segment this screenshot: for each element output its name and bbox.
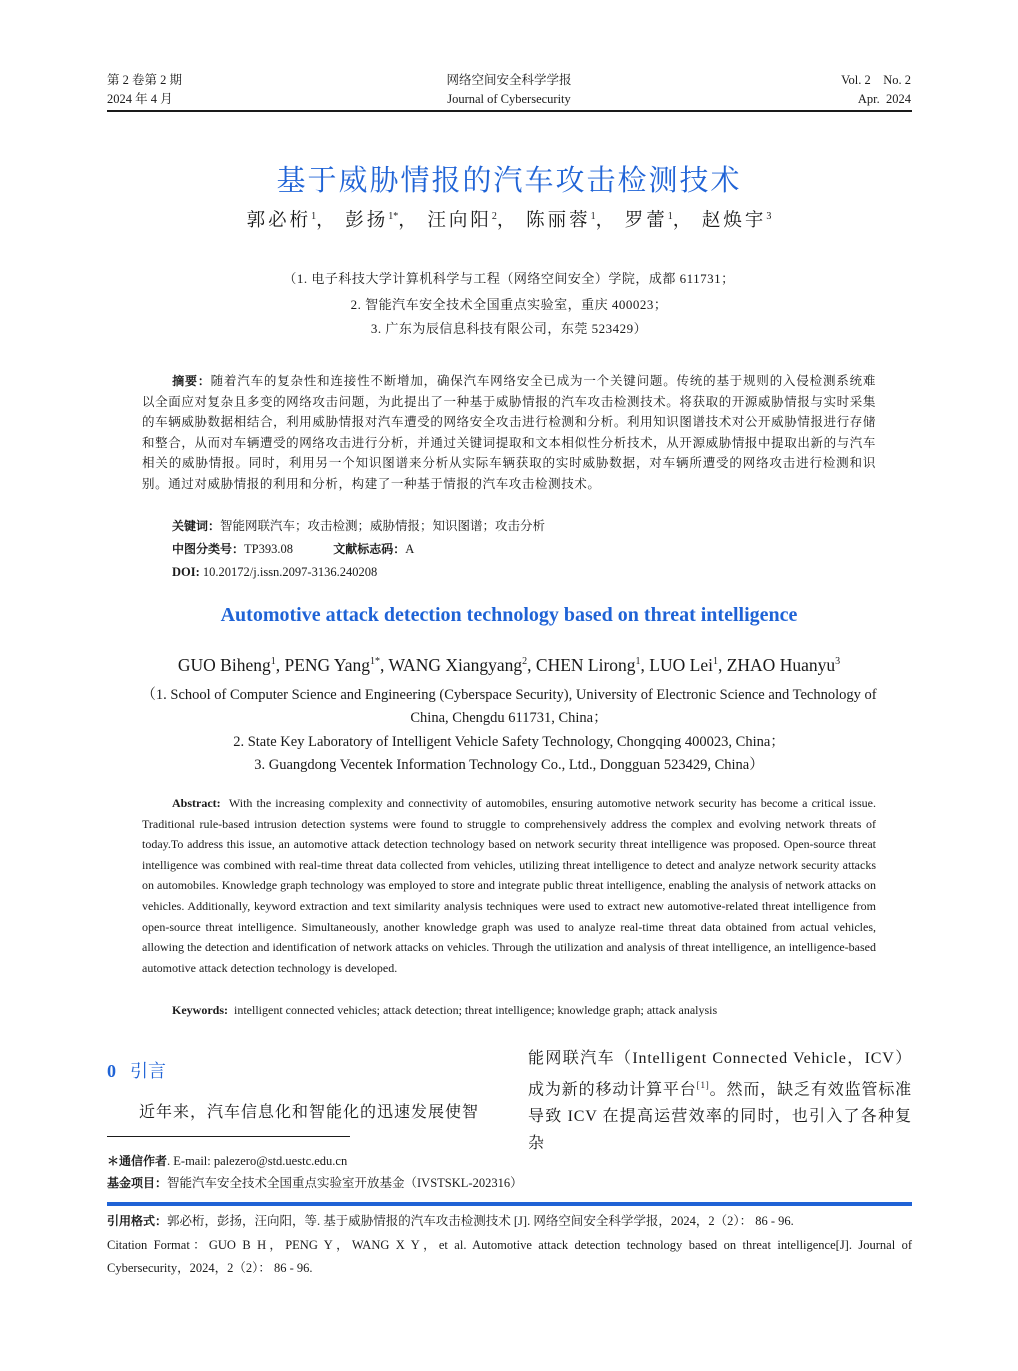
affiliation-en-3: 3. Guangdong Vecentek Information Technology Co., Ltd., Dongguan 523429, China） [254, 757, 764, 773]
section-title: 引言 [130, 1061, 166, 1082]
author-name: LUO Lei [649, 655, 713, 675]
classification-label: 中图分类号： [172, 542, 245, 556]
paper-title-en: Automotive attack detection technology based on threat intelligence [220, 604, 798, 626]
author-name: 汪向阳 [427, 211, 492, 231]
classification-info [172, 539, 414, 559]
citation-cn-text: 郭必桁，彭扬，汪向阳，等. 基于威胁情报的汽车攻击检测技术 [J]. 网络空间安全科学学报，2024，2（2）： 86 - 96. [167, 1214, 794, 1228]
author-affil-mark: 1 [590, 210, 596, 222]
author-affil-mark: 2 [522, 656, 528, 668]
header-vol-no: Vol. 2 No. 2 [841, 73, 911, 87]
abstract-en-label: Abstract: [172, 796, 221, 810]
affiliation-cn-2: 2. 智能汽车安全技术全国重点实验室，重庆 400023； [350, 297, 668, 312]
author-affil-mark: 2 [491, 210, 497, 222]
keywords-cn-label: 关键词： [172, 519, 221, 533]
header-journal-cn: 网络空间安全科学学报 [446, 73, 572, 87]
keywords-en-text: intelligent connected vehicles; attack detection; threat intelligence; knowledge graph; attack analysis [234, 1003, 718, 1017]
fund-label: 基金项目： [107, 1176, 168, 1190]
author-name: PENG Yang [284, 655, 371, 675]
keywords-en [172, 1000, 717, 1020]
footnote-corresponding [107, 1151, 347, 1171]
author-list-cn: 郭必桁$^1$， 彭扬$^{1*}$， 汪向阳$^2$， 陈丽蓉$^1$， 罗蕾$^1$， 赵焕宇$^3$ [246, 210, 772, 231]
author-affil-mark: 1 [667, 210, 673, 222]
citation-en-text: GUO B H，PENG Y，WANG X Y，et al. Automotive attack detection technology based on threat intelligence[J]. Journal of Cybersecurity，2024，2（2）： 86 - 96. [107, 1237, 913, 1275]
section-heading [107, 1057, 166, 1083]
author-affil-mark: 3 [766, 210, 772, 222]
affiliation-cn-1: （1. 电子科技大学计算机科学与工程（网络空间安全）学院，成都 611731； [283, 271, 735, 286]
header-volume: 第 2 卷第 2 期 [107, 73, 183, 87]
keywords-en-label: Keywords: [172, 1003, 228, 1017]
header-journal-en: Journal of Cybersecurity [447, 92, 571, 106]
affiliation-en-2: 2. State Key Laboratory of Intelligent Vehicle Safety Technology, Chongqing 400023, China； [233, 734, 785, 750]
author-affil-mark: 1 [270, 656, 276, 668]
header-issue-info [841, 71, 911, 109]
abstract-cn-label: 摘要： [172, 374, 211, 388]
citation-block [107, 1210, 912, 1281]
citation-en-label: Citation Format： [107, 1237, 209, 1252]
author-name: 郭必桁 [246, 211, 312, 231]
keywords-cn [172, 516, 545, 536]
author-name: 陈丽蓉 [526, 211, 591, 231]
abstract-cn-text: 随着汽车的复杂性和连接性不断增加，确保汽车网络安全已成为一个关键问题。传统的基于规则的入侵检测系统难以全面应对复杂且多变的网络攻击问题，为此提出了一种基于威胁情报的汽车攻击检测技术。将获取的开源威胁情报与实时采集的车辆威胁数据相结合，利用威胁情报对汽车遭受的网络安全攻击进行检测和分析。利用知识图谱技术对公开威胁情报进行存储和整合，从而对车辆遭受的网络攻击进行分析，并通过关键词提取和文本相似性分析技术，从开源威胁情报中提取出新的与汽车相关的威胁情报。同时，利用另一个知识图谱来分析从实际车辆获取的实时威胁数据，对车辆所遭受的网络攻击进行检测和识别。通过对威胁情报的利用和分析，构建了一种基于情报的汽车攻击检测技术。 [142, 374, 876, 491]
fund-text: 智能汽车安全技术全国重点实验室开放基金（IVSTSKL-202316） [167, 1176, 523, 1190]
classification-value: TP393.08 [244, 542, 293, 556]
doc-code-value: A [405, 542, 415, 556]
header-volume-info [107, 71, 182, 109]
body-text-left: 近年来，汽车信息化和智能化的迅速发展使智 [139, 1104, 480, 1121]
author-name: 罗蕾 [624, 211, 668, 231]
header-date-cn: 2024 年 4 月 [107, 92, 173, 106]
doi-label: DOI: [172, 565, 200, 579]
body-right-part2: 。然而，缺乏有效监管标准导致 ICV 在提高运营效率的同时，也引入了各种复杂 [528, 1081, 912, 1153]
author-name: GUO Biheng [177, 655, 271, 675]
citation-en [107, 1234, 912, 1281]
footnote-divider [107, 1136, 350, 1137]
author-name: 彭扬 [345, 211, 389, 231]
author-affil-mark: 1* [388, 210, 399, 222]
author-affil-mark: 1 [712, 656, 718, 668]
header-date-en: Apr. 2024 [857, 92, 911, 106]
doi-line [172, 562, 377, 582]
author-affil-mark: 1 [635, 656, 641, 668]
author-name: WANG Xiangyang [388, 655, 523, 675]
affiliation-en-1: （1. School of Computer Science and Engineering (Cyberspace Security), University of Electronic Science and Technology of China, Chengdu 611731, China； [141, 687, 877, 726]
affiliation-cn-3: 3. 广东为辰信息科技有限公司，东莞 523429） [370, 321, 648, 336]
author-name: ZHAO Huanyu [726, 655, 836, 675]
author-name: CHEN Lirong [535, 655, 636, 675]
citation-divider [107, 1202, 912, 1206]
author-affil-mark: 1 [311, 210, 317, 222]
doc-code-label: 文献标志码： [333, 542, 406, 556]
author-list-en: GUO Biheng$^1$, PENG Yang$^{1*}$, WANG Xiangyang$^2$, CHEN Lirong$^1$, LUO Lei$^1$, ZHAO Huanyu$^3$ [177, 655, 841, 675]
corresponding-email: . E-mail: palezero@std.uestc.edu.cn [167, 1154, 348, 1168]
citation-cn [107, 1210, 912, 1234]
citation-cn-label: 引用格式： [107, 1214, 168, 1228]
author-name: 赵焕宇 [701, 211, 767, 231]
abstract-en [142, 793, 876, 978]
abstract-en-text: With the increasing complexity and connectivity of automobiles, ensuring automotive network security has become a critical issue. Traditional rule-based intrusion detection systems were found to struggle to comprehensively address the complex and evolving network threats of today.To address this issue, an automotive attack detection technology based on network security threat intelligence was proposed. Open-source threat intelligence was combined with real-time threat data collected from vehicles, utilizing threat intelligence to detect and analyze network security attacks on automobiles. Knowledge graph technology was employed to store and integrate public threat intelligence, enabling the analysis of network attacks on vehicles. Additionally, keyword extraction and text similarity analysis techniques were used to extract new automotive-related threat intelligence from open-source threat intelligence. Simultaneously, another knowledge graph was used to analyze real-time threat data obtained from actual vehicles, allowing the detection and identification of network attacks on vehicles. Through the utilization and analysis of threat intelligence, an intelligence-based automotive attack detection technology is developed. [142, 796, 877, 975]
doi-value: 10.20172/j.issn.2097-3136.240208 [202, 565, 378, 579]
header-divider [107, 110, 912, 112]
section-number: 0 [107, 1061, 116, 1081]
body-right-part1: 能网联汽车（Intelligent Connected Vehicle，ICV）成为新的移动计算平台 [528, 1050, 912, 1099]
author-affil-mark: 1* [370, 656, 381, 668]
author-affil-mark: 3 [835, 656, 841, 668]
body-text-right [528, 1045, 912, 1157]
abstract-cn [142, 371, 876, 495]
footnote-fund [107, 1173, 523, 1193]
citation-ref: [1] [696, 1080, 710, 1090]
corresponding-label: ＊通信作者 [107, 1154, 168, 1168]
paper-title-cn: 基于威胁情报的汽车攻击检测技术 [276, 163, 742, 197]
header-journal-name [300, 71, 718, 109]
keywords-cn-text: 智能网联汽车；攻击检测；威胁情报；知识图谱；攻击分析 [220, 519, 546, 533]
